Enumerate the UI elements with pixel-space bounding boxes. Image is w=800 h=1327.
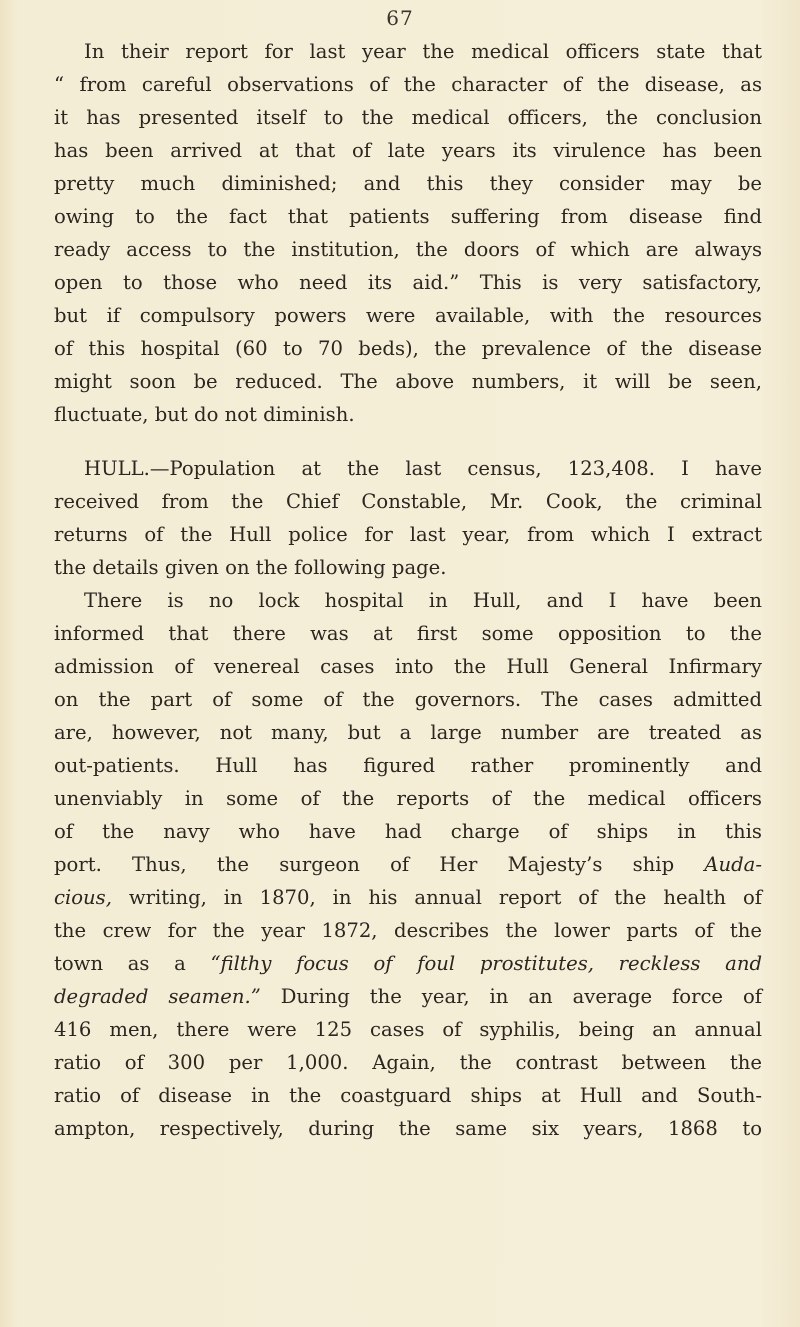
text-line: ready access to the institution, the doors of which are always xyxy=(54,238,762,261)
text-line: HULL.—Population at the last census, 123,408. I have xyxy=(84,457,762,480)
text-line: unenviably in some of the reports of the medical officers xyxy=(54,787,762,810)
text-line: might soon be reduced. The above numbers, it will be seen, xyxy=(54,370,762,393)
text-line: the crew for the year 1872, describes the lower parts of the xyxy=(54,919,762,942)
text-line: are, however, not many, but a large number are treated as xyxy=(54,721,762,744)
ship-name-italic: Auda- xyxy=(704,853,762,876)
text-line: pretty much diminished; and this they consider may be xyxy=(54,172,762,195)
text-line: but if compulsory powers were available, with the resources xyxy=(54,304,762,327)
text-line: owing to the fact that patients suffering from disease find xyxy=(54,205,762,228)
text-line: returns of the Hull police for last year, from which I extract xyxy=(54,523,762,546)
text-line: “ from careful observations of the character of the disease, as xyxy=(54,73,762,96)
text-line: cious, writing, in 1870, in his annual report of the health of xyxy=(54,886,762,909)
text-line: ratio of 300 per 1,000. Again, the contrast between the xyxy=(54,1051,762,1074)
ship-name-italic: cious, xyxy=(54,886,112,909)
text-line: admission of venereal cases into the Hull General Infirmary xyxy=(54,655,762,678)
quoted-italic: degraded seamen.” xyxy=(54,985,261,1008)
text-line: it has presented itself to the medical officers, the conclusion xyxy=(54,106,762,129)
text-line: town as a “filthy focus of foul prostitutes, reckless and xyxy=(54,952,762,975)
text-line: on the part of some of the governors. The cases admitted xyxy=(54,688,762,711)
text-line: 416 men, there were 125 cases of syphilis, being an annual xyxy=(54,1018,762,1041)
text-line: port. Thus, the surgeon of Her Majesty’s ship Auda- xyxy=(54,853,762,876)
text-line: has been arrived at that of late years its virulence has been xyxy=(54,139,762,162)
page-number: 67 xyxy=(386,6,414,30)
text-line: out-patients. Hull has figured rather prominently and xyxy=(54,754,762,777)
text-line: of this hospital (60 to 70 beds), the prevalence of the disease xyxy=(54,337,762,360)
text-line: There is no lock hospital in Hull, and I have been xyxy=(84,589,762,612)
text-line: the details given on the following page. xyxy=(54,556,447,579)
text-line: degraded seamen.” During the year, in an average force of xyxy=(54,985,763,1008)
text-line: fluctuate, but do not diminish. xyxy=(54,403,355,426)
text-line: open to those who need its aid.” This is very satisfactory, xyxy=(54,271,762,294)
text-line: informed that there was at first some opposition to the xyxy=(54,622,762,645)
quoted-italic: “filthy focus of foul prostitutes, reckless and xyxy=(210,952,762,975)
text-line: In their report for last year the medical officers state that xyxy=(84,40,762,63)
text-line: received from the Chief Constable, Mr. Cook, the criminal xyxy=(54,490,762,513)
text-line: of the navy who have had charge of ships in this xyxy=(54,820,762,843)
text-line: ratio of disease in the coastguard ships at Hull and South- xyxy=(54,1084,762,1107)
text-line: ampton, respectively, during the same six years, 1868 to xyxy=(54,1117,762,1140)
